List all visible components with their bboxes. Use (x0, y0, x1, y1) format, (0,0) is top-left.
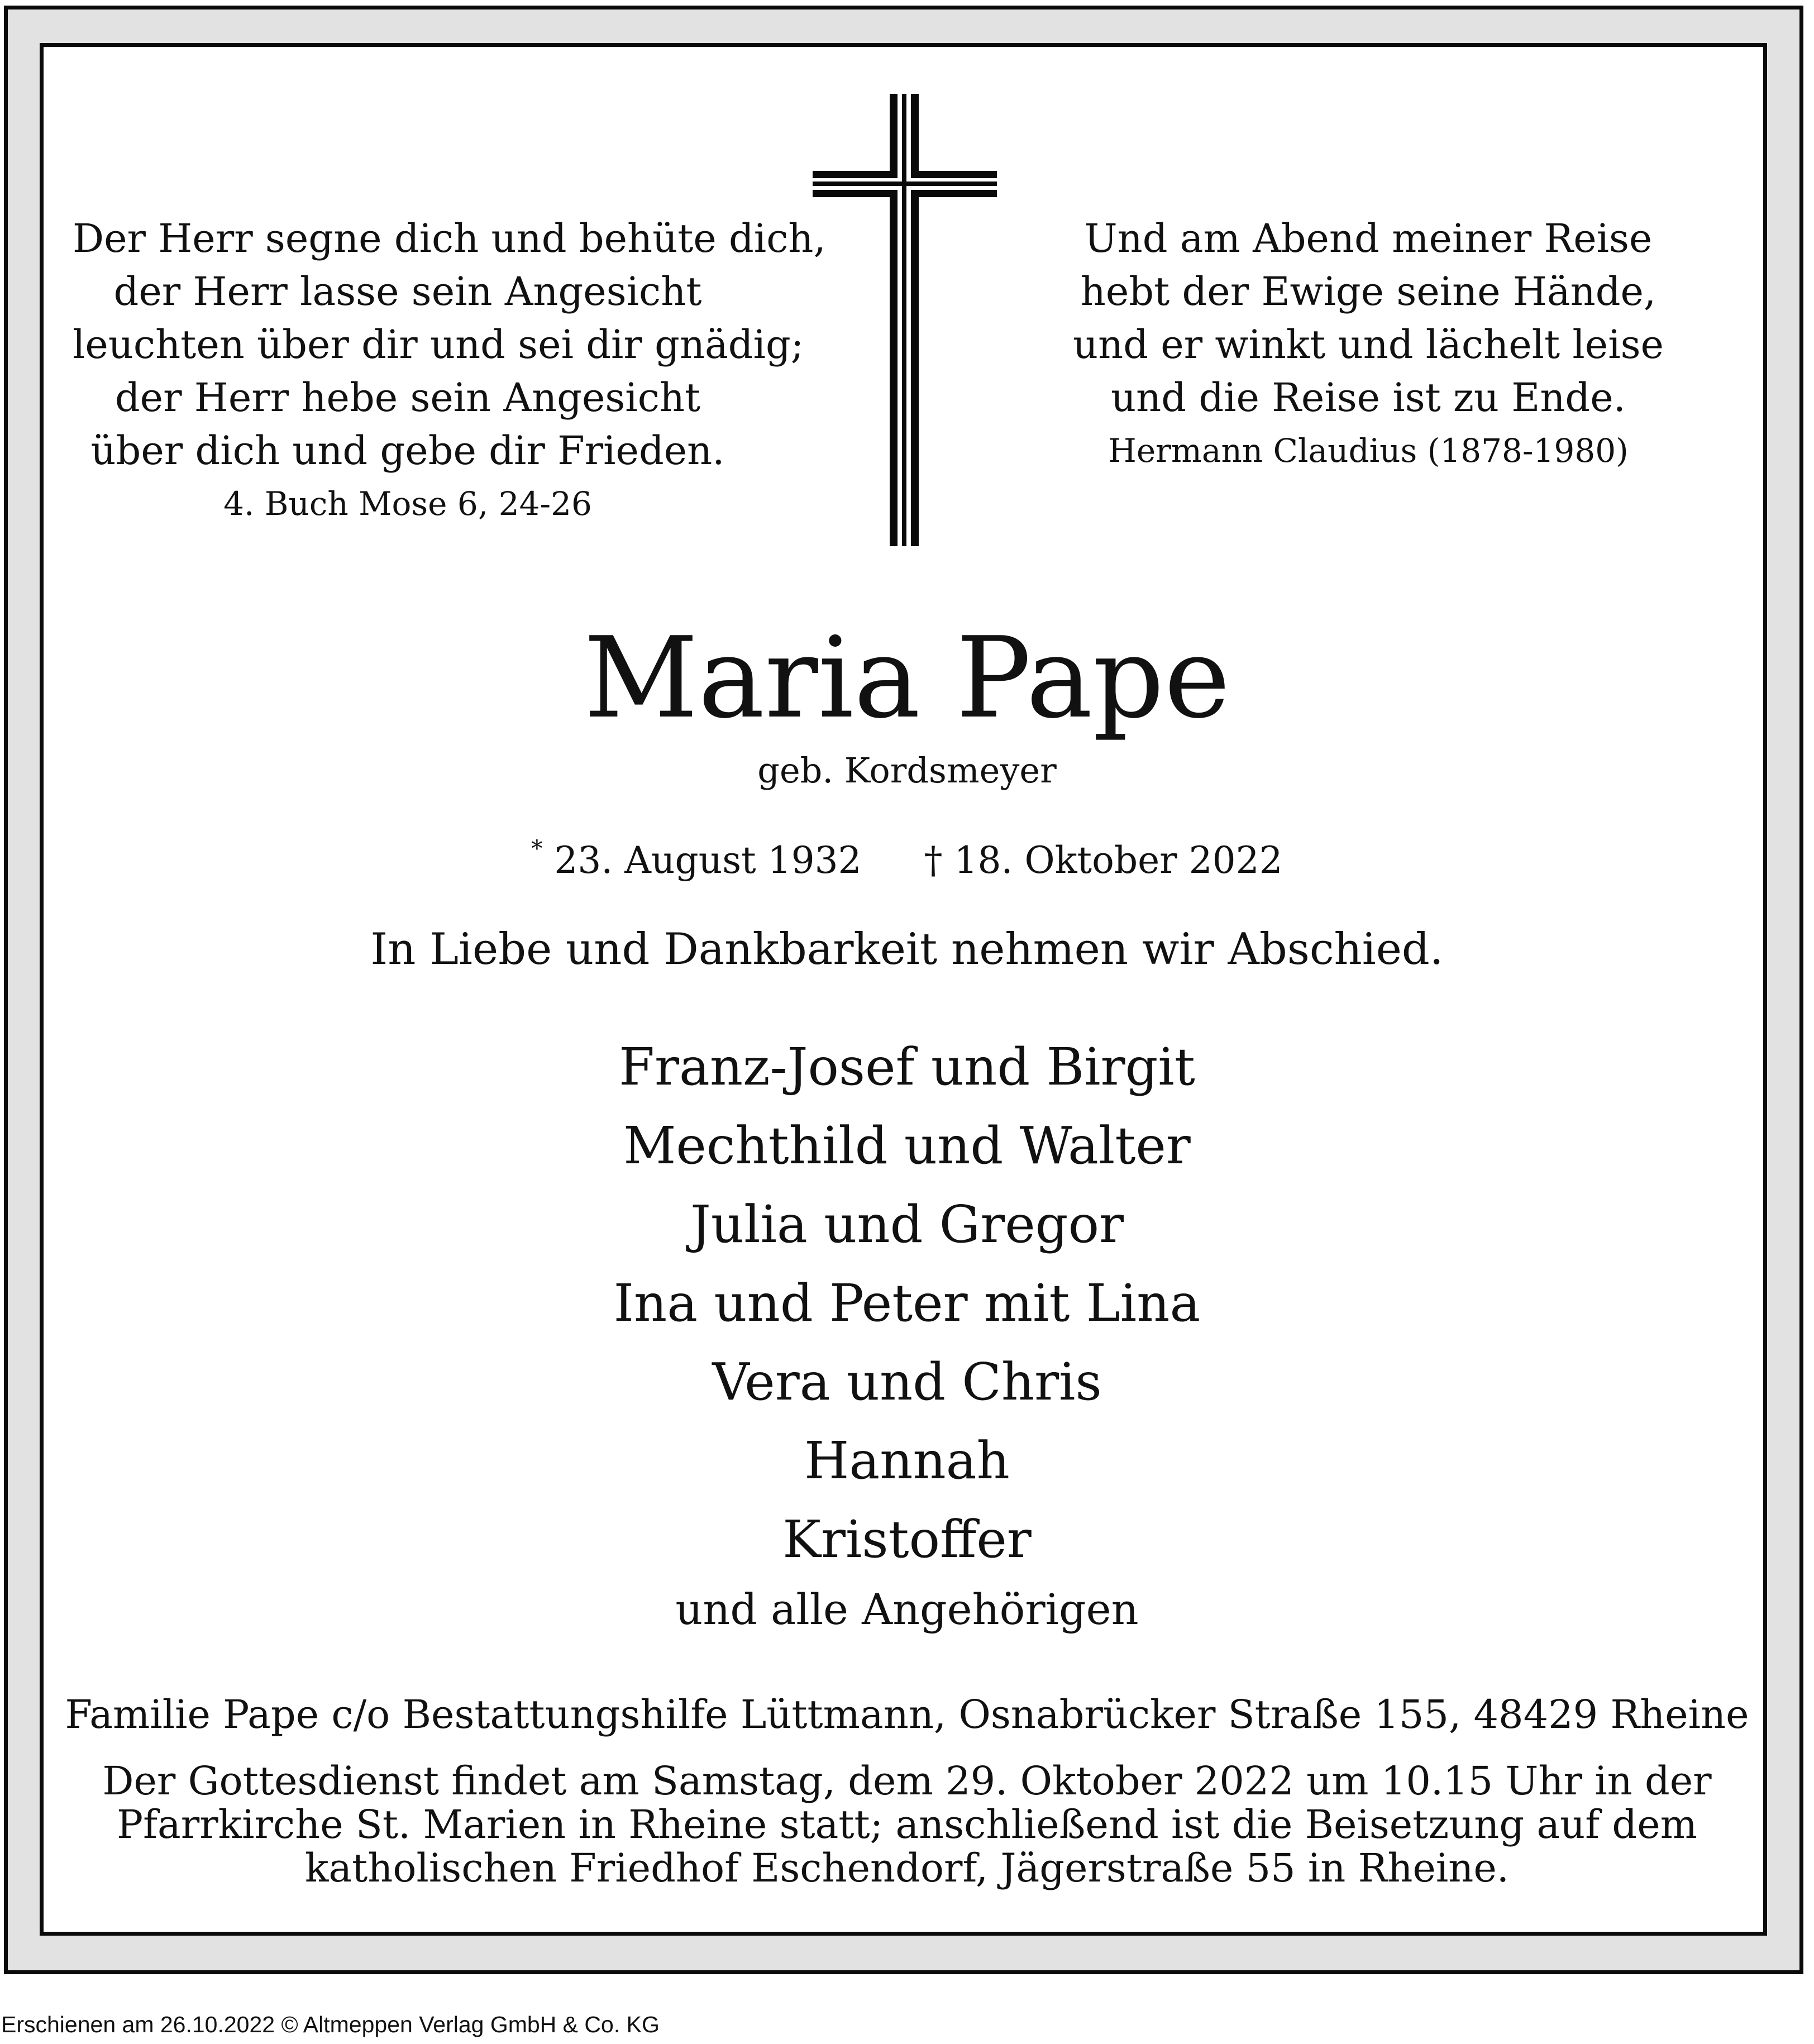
service-info (0, 1759, 1814, 1890)
deceased-name: Maria Pape (584, 613, 1230, 743)
family-member: Franz-Josef und Birgit (619, 1037, 1195, 1097)
maiden-name: geb. Kordsmeyer (757, 750, 1057, 791)
bible-quote (73, 212, 826, 531)
quote-line: Der Herr segne dich und behüte dich, (73, 216, 826, 261)
family-list (0, 1028, 1814, 1640)
quote-line: hebt der Ewige seine Hände, (1080, 269, 1657, 314)
cross-icon (813, 94, 997, 546)
family-member: Kristoffer (782, 1510, 1032, 1569)
death-symbol: † (924, 839, 943, 882)
quote-source: Hermann Claudius (1878-1980) (1108, 432, 1629, 470)
contact-address: Familie Pape c/o Bestattungshilfe Lüttmann, Osnabrücker Straße 155, 48429 Rheine (65, 1692, 1749, 1737)
quote-line: Und am Abend meiner Reise (1084, 216, 1653, 261)
claudius-quote (1033, 212, 1703, 477)
quote-line: der Herr hebe sein Angesicht (114, 375, 701, 421)
quote-line: der Herr lasse sein Angesicht (113, 269, 702, 314)
farewell-text: In Liebe und Dankbarkeit nehmen wir Abschied. (370, 924, 1444, 975)
birth-date: 23. August 1932 (554, 839, 862, 882)
relatives-line: und alle Angehörigen (675, 1584, 1139, 1634)
quote-line: und die Reise ist zu Ende. (1111, 375, 1626, 421)
life-dates (0, 824, 1814, 886)
family-member: Hannah (804, 1431, 1010, 1491)
service-line: katholischen Friedhof Eschendorf, Jägerstraße 55 in Rheine. (304, 1845, 1510, 1891)
quote-line: leuchten über dir und sei dir gnädig; (73, 322, 804, 367)
service-line: Der Gottesdienst findet am Samstag, dem 29. Oktober 2022 um 10.15 Uhr in der (102, 1758, 1712, 1804)
death-date: 18. Oktober 2022 (954, 839, 1283, 882)
family-member: Ina und Peter mit Lina (613, 1273, 1201, 1333)
service-line: Pfarrkirche St. Marien in Rheine statt; anschließend ist die Beisetzung auf dem (116, 1802, 1697, 1847)
publication-footer: Erschienen am 26.10.2022 © Altmeppen Verlag GmbH & Co. KG (1, 2012, 660, 2037)
quote-source: 4. Buch Mose 6, 24-26 (223, 485, 592, 523)
birth-symbol: * (531, 836, 543, 862)
family-member: Mechthild und Walter (623, 1116, 1191, 1176)
family-member: Vera und Chris (712, 1352, 1102, 1412)
family-member: Julia und Gregor (690, 1195, 1124, 1254)
quote-line: und er winkt und lächelt leise (1073, 322, 1664, 367)
quote-line: über dich und gebe dir Frieden. (90, 428, 725, 474)
